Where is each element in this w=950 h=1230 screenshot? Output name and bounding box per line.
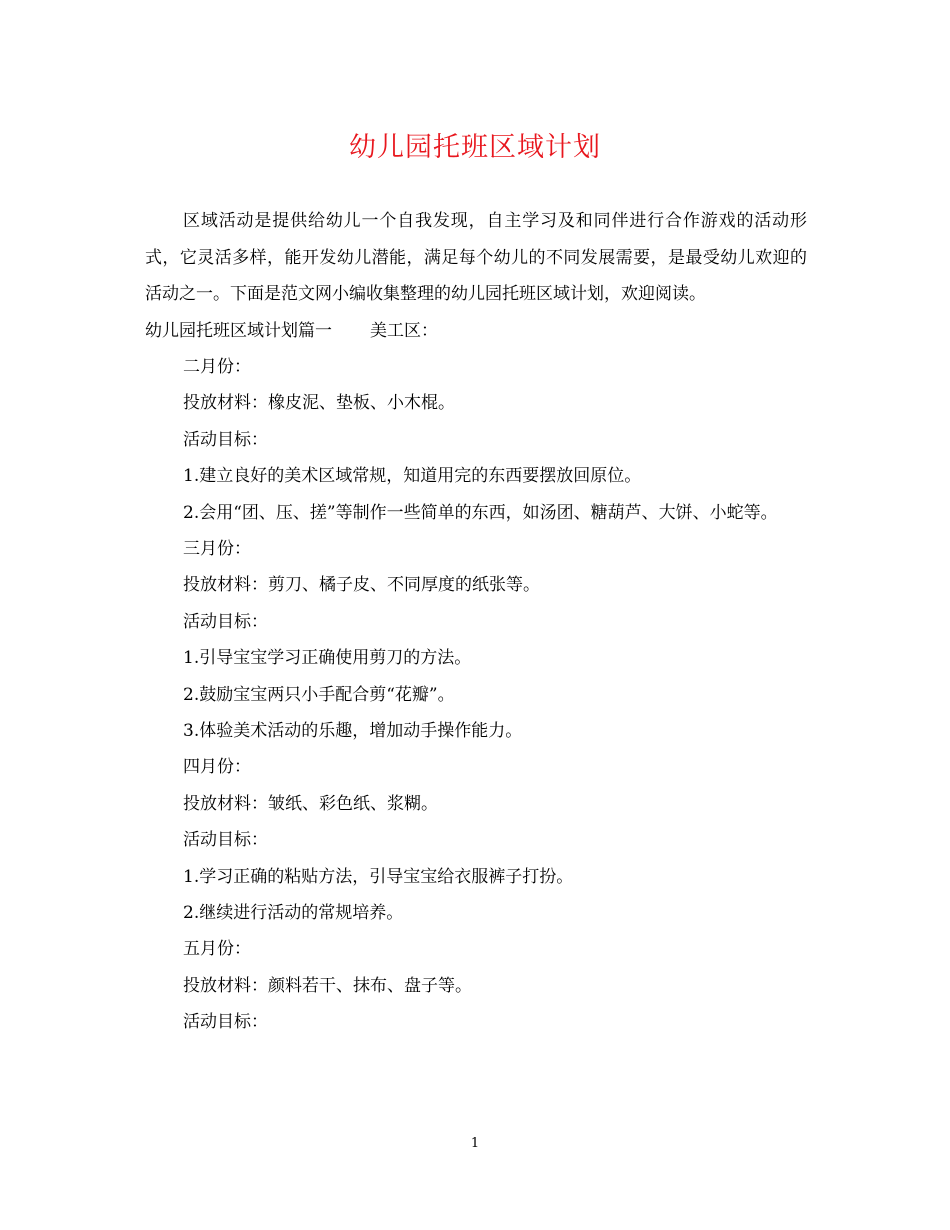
goal-apr-2: 2.继续进行活动的常规培养。 xyxy=(183,903,404,923)
materials-feb: 投放材料：橡皮泥、垫板、小木棍。 xyxy=(183,393,455,414)
month-heading-apr: 四月份： xyxy=(183,757,251,778)
section-heading: 幼儿园托班区域计划篇一 xyxy=(145,320,332,341)
goal-mar-3: 3.体验美术活动的乐趣，增加动手操作能力。 xyxy=(183,720,523,741)
goal-feb-2: 2.会用“团、压、搓”等制作一些简单的东西，如汤团、糖葫芦、大饼、小蛇等。 xyxy=(183,502,778,523)
month-heading-may: 五月份： xyxy=(183,939,251,960)
goals-label-may: 活动目标： xyxy=(183,1012,268,1033)
goal-apr-1: 1.学习正确的粘贴方法，引导宝宝给衣服裤子打扮。 xyxy=(183,866,574,887)
intro-paragraph: 区域活动是提供给幼儿一个自我发现，自主学习及和同伴进行合作游戏的活动形式，它灵活多样，能开发幼儿潜能，满足每个幼儿的不同发展需要，是最受幼儿欢迎的活动之一。下面是范文网小编收集整理的幼儿园托班区域计划，欢迎阅读。 xyxy=(145,211,807,304)
document-title: 幼儿园托班区域计划 xyxy=(349,132,601,163)
section-area-label: 美工区： xyxy=(370,320,438,341)
month-heading-mar: 三月份： xyxy=(183,538,251,559)
materials-mar: 投放材料：剪刀、橘子皮、不同厚度的纸张等。 xyxy=(183,575,540,596)
goals-label-apr: 活动目标： xyxy=(183,830,268,851)
section-heading-line xyxy=(145,313,807,349)
month-heading-feb: 二月份： xyxy=(183,356,251,377)
goal-mar-1: 1.引导宝宝学习正确使用剪刀的方法。 xyxy=(183,648,472,669)
materials-may: 投放材料：颜料若干、抹布、盘子等。 xyxy=(183,975,472,996)
goal-mar-2: 2.鼓励宝宝两只小手配合剪“花瓣”。 xyxy=(183,684,455,705)
goal-feb-1: 1.建立良好的美术区域常规，知道用完的东西要摆放回原位。 xyxy=(183,466,642,487)
goals-label-mar: 活动目标： xyxy=(183,611,268,632)
goals-label-feb: 活动目标： xyxy=(183,429,268,450)
materials-apr: 投放材料：皱纸、彩色纸、浆糊。 xyxy=(183,793,438,814)
page-number: 1 xyxy=(470,1136,480,1151)
document-body xyxy=(145,203,807,1041)
